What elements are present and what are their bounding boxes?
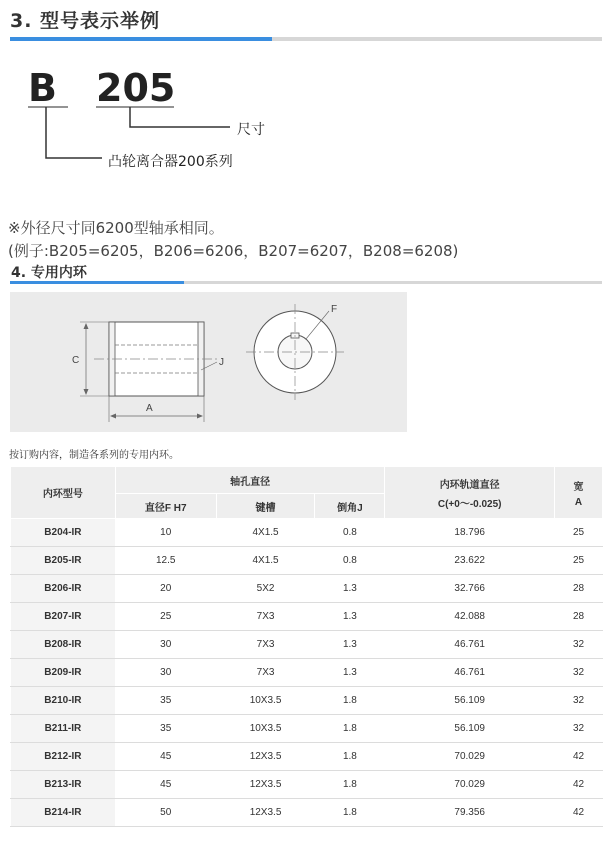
table-row [11, 603, 603, 631]
cell-dia: 25 [115, 603, 216, 631]
dim-c-label: C [72, 355, 80, 366]
header-dia: 直径F H7 [115, 494, 216, 519]
cell-width: 42 [555, 743, 603, 771]
table-row [11, 575, 603, 603]
cell-track: 70.029 [385, 743, 555, 771]
cell-dia: 30 [115, 659, 216, 687]
cell-chamfer: 1.8 [315, 771, 385, 799]
cell-chamfer: 1.3 [315, 631, 385, 659]
cell-width: 32 [555, 715, 603, 743]
note-outer-diameter: ※外径尺寸同6200型轴承相同。 [8, 219, 224, 237]
header-key: 键槽 [216, 494, 315, 519]
cell-dia: 30 [115, 631, 216, 659]
cell-track: 18.796 [385, 519, 555, 547]
inner-ring-drawing [10, 292, 407, 432]
header-width-line2: A [574, 496, 583, 508]
table-row [11, 659, 603, 687]
inner-ring-spec-table [10, 466, 603, 827]
cell-chamfer: 1.8 [315, 799, 385, 827]
cell-chamfer: 1.3 [315, 575, 385, 603]
cell-key: 5X2 [216, 575, 315, 603]
cell-width: 28 [555, 603, 603, 631]
cell-key: 4X1.5 [216, 519, 315, 547]
cell-track: 56.109 [385, 687, 555, 715]
table-row [11, 743, 603, 771]
header-chamfer: 倒角J [315, 494, 385, 519]
cell-key: 10X3.5 [216, 687, 315, 715]
note-examples: (例子:B205=6205，B206=6206，B207=6207，B208=6208) [8, 242, 459, 260]
cell-chamfer: 1.3 [315, 659, 385, 687]
cell-track: 23.622 [385, 547, 555, 575]
cell-model: B205-IR [11, 547, 116, 575]
caption: 按订购内容，制造各系列的专用内环。 [9, 450, 179, 461]
cell-width: 32 [555, 631, 603, 659]
cell-width: 42 [555, 771, 603, 799]
size-leader [130, 107, 230, 127]
dim-a-arrow-right [197, 414, 203, 419]
cell-model: B210-IR [11, 687, 116, 715]
cell-key: 7X3 [216, 631, 315, 659]
header-bore: 轴孔直径 [115, 467, 385, 494]
cell-track: 46.761 [385, 631, 555, 659]
cell-chamfer: 1.8 [315, 715, 385, 743]
cell-dia: 45 [115, 743, 216, 771]
cell-key: 10X3.5 [216, 715, 315, 743]
table-row [11, 771, 603, 799]
cell-chamfer: 1.8 [315, 687, 385, 715]
cell-track: 46.761 [385, 659, 555, 687]
cell-chamfer: 1.8 [315, 743, 385, 771]
cell-width: 42 [555, 799, 603, 827]
cell-dia: 45 [115, 771, 216, 799]
dim-c-arrow-bottom [84, 389, 89, 395]
code-number: 205 [96, 66, 176, 110]
dim-c-arrow-top [84, 323, 89, 329]
table-row [11, 715, 603, 743]
cell-key: 12X3.5 [216, 743, 315, 771]
cell-width: 32 [555, 687, 603, 715]
header-model: 内环型号 [11, 467, 116, 519]
cell-track: 42.088 [385, 603, 555, 631]
cell-model: B207-IR [11, 603, 116, 631]
cell-width: 32 [555, 659, 603, 687]
header-track-line1: 内环轨道直径 [439, 479, 500, 491]
cell-model: B211-IR [11, 715, 116, 743]
cell-model: B214-IR [11, 799, 116, 827]
dim-a-label: A [146, 403, 153, 414]
cell-model: B212-IR [11, 743, 116, 771]
cell-dia: 12.5 [115, 547, 216, 575]
cell-dia: 10 [115, 519, 216, 547]
section-4-title: 4. 专用内环 [11, 265, 87, 281]
cell-dia: 50 [115, 799, 216, 827]
cell-track: 79.356 [385, 799, 555, 827]
cell-width: 28 [555, 575, 603, 603]
cell-width: 25 [555, 547, 603, 575]
cell-key: 4X1.5 [216, 547, 315, 575]
cell-track: 70.029 [385, 771, 555, 799]
cell-key: 12X3.5 [216, 799, 315, 827]
header-width [555, 467, 603, 519]
label-size: 尺寸 [237, 122, 265, 138]
cell-key: 7X3 [216, 659, 315, 687]
cell-model: B204-IR [11, 519, 116, 547]
inner-ring-drawing-svg [10, 292, 407, 432]
cell-key: 7X3 [216, 603, 315, 631]
label-series: 凸轮离合器200系列 [108, 154, 233, 170]
cell-chamfer: 1.3 [315, 603, 385, 631]
header-width-line1: 宽 [573, 481, 584, 493]
cell-key: 12X3.5 [216, 771, 315, 799]
code-prefix: B [28, 66, 57, 110]
cell-model: B209-IR [11, 659, 116, 687]
cell-chamfer: 0.8 [315, 547, 385, 575]
cell-dia: 35 [115, 687, 216, 715]
series-leader [46, 107, 102, 158]
code-leader-lines [0, 0, 613, 200]
cell-model: B206-IR [11, 575, 116, 603]
cell-track: 32.766 [385, 575, 555, 603]
cell-track: 56.109 [385, 715, 555, 743]
section-3-title: 3. 型号表示举例 [10, 10, 161, 32]
cell-dia: 20 [115, 575, 216, 603]
cell-model: B208-IR [11, 631, 116, 659]
section-4-divider [10, 281, 602, 284]
table-row [11, 631, 603, 659]
cell-model: B213-IR [11, 771, 116, 799]
table-row [11, 799, 603, 827]
header-track [385, 467, 555, 519]
dim-j-label: J [219, 357, 224, 368]
dim-f-label: F [331, 304, 338, 315]
table-row [11, 547, 603, 575]
divider-accent [10, 281, 184, 284]
table-row [11, 519, 603, 547]
cell-chamfer: 0.8 [315, 519, 385, 547]
cell-width: 25 [555, 519, 603, 547]
dim-a-arrow-left [110, 414, 116, 419]
cell-dia: 35 [115, 715, 216, 743]
header-track-line2: C(+0～-0.025) [437, 498, 502, 510]
table-row [11, 687, 603, 715]
